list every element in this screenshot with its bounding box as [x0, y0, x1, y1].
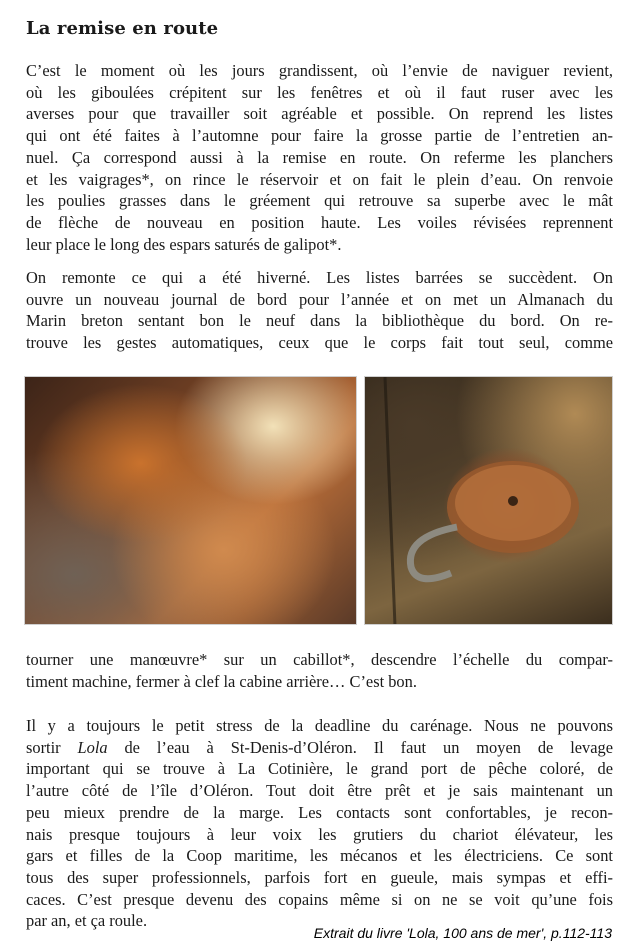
text-line: les poulies grasses dans le gréement qui retrouve sa superbe avec le mât	[26, 191, 613, 211]
text-line: qui ont été faites à l’automne pour faire la grosse partie de l’entretien an-	[26, 126, 613, 146]
text-line: nuel. Ça correspond aussi à la remise en route. On referme les planchers	[26, 147, 613, 167]
text-line: peu mieux prendre de la marge. Les contacts sont confortables, je recon-	[26, 802, 613, 822]
text-line: tourner une manœuvre* sur un cabillot*, descendre l’échelle du compar-	[26, 650, 613, 669]
page-title: La remise en route	[26, 18, 219, 39]
text-line: leur place le long des espars saturés de galipot*.	[26, 234, 342, 254]
text-line: tous des super professionnels, parfois fort en gueule, mais sympas et effi-	[26, 867, 613, 887]
paragraph-3	[26, 649, 613, 692]
source-caption: Extrait du livre 'Lola, 100 ans de mer', p.112-113	[313, 925, 612, 941]
text-line: et les vaigrages*, on rince le réservoir et on fait le plein d’eau. On renvoie	[26, 169, 613, 189]
text-fragment: sortir	[26, 737, 61, 757]
text-line: C’est le moment où les jours grandissent, où l’envie de naviguer revient,	[26, 61, 613, 80]
photo-deck-blocks-and-ropes	[24, 376, 357, 625]
text-line: caces. C’est presque devenu des copains même si on ne se voit qu’une fois	[26, 889, 613, 909]
text-line: Il y a toujours le petit stress de la deadline du carénage. Nous ne pouvons	[26, 716, 613, 735]
text-line: par an, et ça roule.	[26, 911, 148, 931]
paragraph-1	[26, 60, 613, 255]
boat-name-italic: Lola	[77, 737, 108, 757]
text-line: averses pour que travailler soit agréable et possible. On reprend les listes	[26, 104, 613, 124]
text-line: ouvre un nouveau journal de bord pour l’année et on met un Almanach du	[26, 289, 613, 309]
photo-wooden-pulley-block	[364, 376, 613, 625]
text-line: On remonte ce qui a été hiverné. Les listes barrées se succèdent. On	[26, 268, 613, 287]
text-line: nais presque toujours à leur voix les grutiers du chariot élévateur, les	[26, 824, 613, 844]
text-line: gars et filles de la Coop maritime, les mécanos et les électriciens. Ce sont	[26, 846, 613, 866]
text-line: important qui se trouve à La Cotinière, le grand port de pêche coloré, de	[26, 759, 613, 779]
text-line: l’autre côté de l’île d’Oléron. Tout doit être prêt et je sais maintenant un	[26, 781, 613, 801]
text-line: où les giboulées crépitent sur les fenêtres et où il faut ruser avec les	[26, 82, 613, 102]
text-line: de flèche de nouveau en position haute. Les voiles révisées reprennent	[26, 212, 613, 232]
text-line: Marin breton sentant bon le neuf dans la bibliothèque du bord. On re-	[26, 311, 613, 331]
paragraph-4	[26, 715, 613, 932]
text-line: timent machine, fermer à clef la cabine arrière… C’est bon.	[26, 671, 417, 691]
paragraph-2	[26, 267, 613, 354]
text-fragment: de l’eau à St-Denis-d’Oléron. Il faut un moyen de levage	[124, 737, 613, 757]
text-line-with-italic	[26, 737, 613, 759]
text-line: trouve les gestes automatiques, ceux que le corps fait tout seul, comme	[26, 333, 613, 353]
